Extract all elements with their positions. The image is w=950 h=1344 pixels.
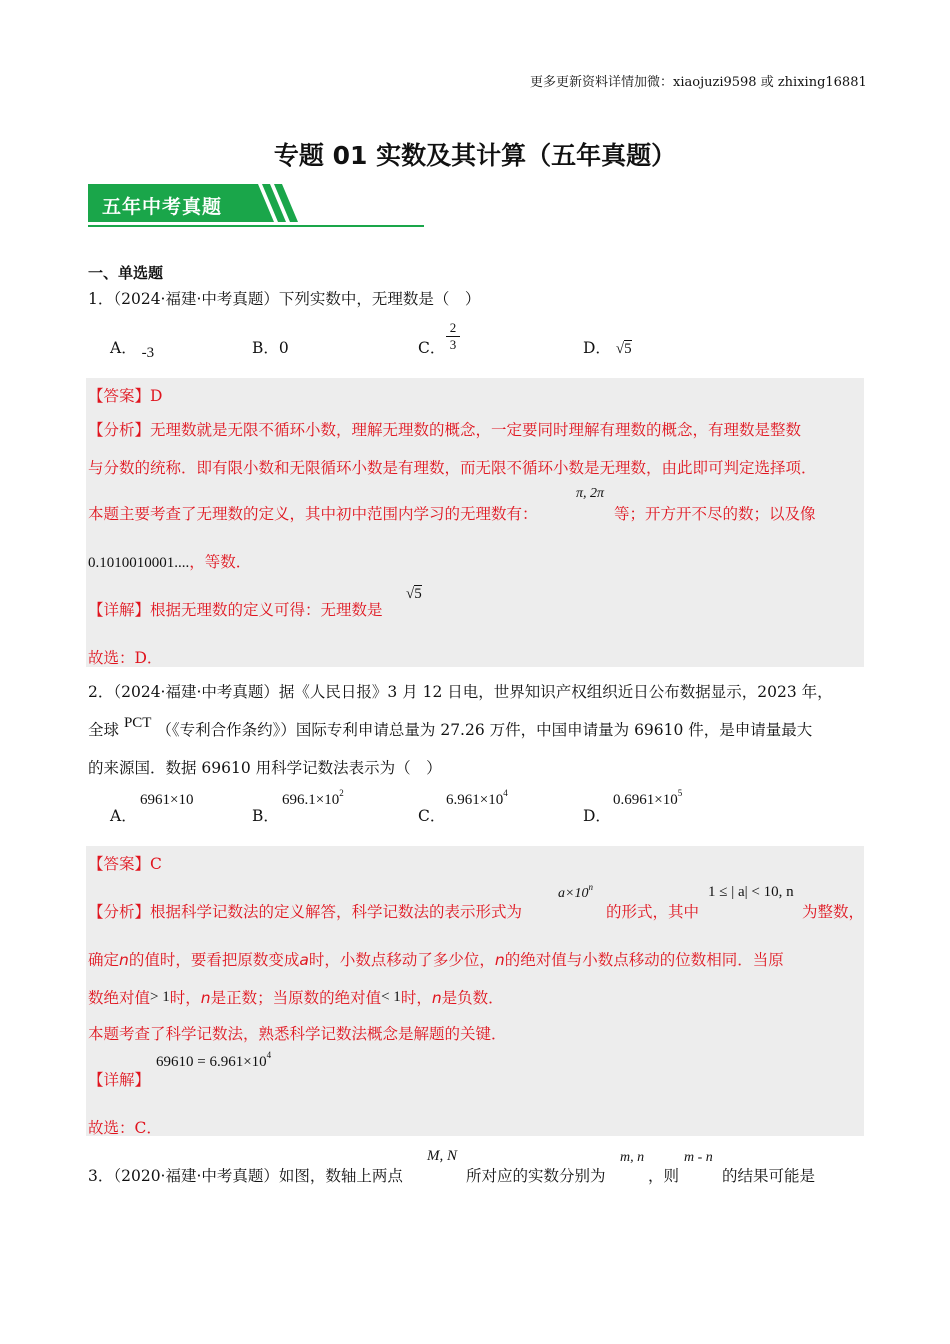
q2-an2-a: 确定	[88, 951, 120, 969]
q2-option-b-exp: 2	[339, 788, 344, 798]
banner-label: 五年中考真题	[102, 196, 223, 218]
q2-option-d-exp: 5	[677, 788, 683, 798]
q2-answer: 【答案】C	[88, 855, 162, 873]
fraction-denominator: 3	[446, 336, 460, 353]
q3-expression: m - n	[684, 1150, 713, 1165]
q1-analysis-line3a: 本题主要考查了无理数的定义，其中初中范围内学习的无理数有：	[88, 505, 538, 523]
sqrt-icon: √	[615, 341, 625, 357]
q2-analysis-line2	[88, 948, 784, 970]
q1-analysis-line3b: 等；开方开不尽的数；以及像	[614, 505, 816, 523]
q2-option-d-label: D．	[583, 807, 611, 825]
section-banner	[88, 184, 302, 224]
q2-analysis-line4: 本题考查了科学记数法，熟悉科学记数法概念是解题的关键．	[88, 1025, 507, 1043]
q1-conclusion: 故选：D．	[88, 649, 163, 667]
q2-line2-text-b: （《专利合作条约》）国际专利申请总量为 27.26 万件，中国申请量为 69610 件，是申请量最大	[156, 721, 813, 739]
q2-an3-lt: < 1	[381, 989, 401, 1005]
q2-conclusion: 故选：C．	[88, 1119, 162, 1137]
q2-an3-n: n	[200, 989, 211, 1007]
q1-analysis-line2: 与分数的统称．即有限小数和无限循环小数是有理数，而无限不循环小数是无理数，由此即可判定选择项．	[88, 459, 817, 477]
q1-detail	[88, 598, 383, 620]
q1-detail-tag: 【详解】	[88, 601, 151, 619]
q2-an3-e: 是负数．	[441, 989, 504, 1007]
q2-option-c-exp: 4	[503, 788, 508, 798]
page-title: 专题 01 实数及其计算（五年真题）	[273, 141, 677, 170]
q2-an3-gt: > 1	[150, 989, 170, 1005]
q2-an2-a2: a	[299, 951, 309, 969]
q2-analysis-line1b: 的形式，其中	[606, 903, 700, 921]
q1-option-b	[252, 336, 289, 358]
q2-detail-base: 69610 = 6.961×10	[156, 1054, 267, 1070]
q1-option-a	[110, 336, 155, 361]
q2-analysis-tag: 【分析】	[88, 903, 151, 921]
q2-detail-exp: 4	[266, 1050, 272, 1060]
q2-an3-b: 时，	[169, 989, 201, 1007]
q1-decimal: 0.1010010001....	[88, 555, 190, 571]
q2-an2-b: 的值时，要看把原数变成	[128, 951, 300, 969]
q2-analysis-line1c: 为整数，	[802, 903, 865, 921]
q2-option-d-value	[613, 788, 683, 809]
q1-option-a-value: -3	[141, 345, 155, 361]
q2-option-a-value: 6961×10	[140, 792, 194, 808]
q2-detail-math	[156, 1050, 272, 1071]
q2-option-a-label: A．	[110, 807, 137, 825]
q1-analysis-text1: 无理数就是无限不循环小数，理解无理数的概念，一定要同时理解有理数的概念，有理数是整数	[150, 421, 802, 439]
q2-analysis-formula	[558, 882, 593, 902]
q2-analysis-range: 1 ≤ | a| < 10, n	[708, 884, 794, 900]
q1-detail-text: 根据无理数的定义可得：无理数是	[150, 601, 383, 619]
q1-option-d	[583, 336, 632, 358]
header-notice: 更多更新资料详情加微：xiaojuzi9598 或 zhixing16881	[530, 75, 867, 90]
q2-line2	[88, 715, 813, 740]
q3-text-b: 所对应的实数分别为	[466, 1167, 606, 1185]
q2-option-b-label: B．	[252, 807, 279, 825]
q2-an2-c: 时，小数点移动了多少位，	[308, 951, 495, 969]
q1-option-c-fraction	[446, 320, 460, 353]
q1-stem: 1．（2024·福建·中考真题）下列实数中，无理数是（ ）	[88, 290, 481, 308]
q1-option-a-label: A．	[110, 339, 137, 357]
q2-analysis-line3	[88, 986, 504, 1008]
q1-answer: 【答案】D	[88, 387, 163, 405]
q3-text-a: 3．（2020·福建·中考真题）如图，数轴上两点	[88, 1167, 403, 1185]
q3-values: m, n	[620, 1150, 645, 1165]
section-heading: 一、单选题	[88, 264, 164, 282]
q2-formula-exp: n	[588, 882, 593, 892]
q2-pct: PCT	[123, 715, 152, 731]
q2-an3-a: 数绝对值	[88, 989, 151, 1007]
fraction-numerator: 2	[449, 320, 457, 335]
q1-option-c-label: C．	[418, 339, 446, 357]
q1-option-b-value: 0	[278, 339, 289, 357]
q2-an3-d: 时，	[400, 989, 432, 1007]
q1-option-d-label: D．	[583, 339, 611, 357]
q2-option-b-value	[282, 788, 344, 809]
q2-line3: 的来源国．数据 69610 用科学记数法表示为（ ）	[88, 759, 442, 777]
q2-analysis-line1a	[88, 900, 522, 922]
q2-formula-base: a×10	[558, 886, 589, 901]
q2-an2-d: 的绝对值与小数点移动的位数相同．当原	[504, 951, 784, 969]
q2-line1: 2．（2024·福建·中考真题）据《人民日报》3 月 12 日电，世界知识产权组织近日公布数据显示，2023 年，	[88, 683, 833, 701]
q2-option-c-base: 6.961×10	[446, 792, 504, 808]
q3-text-d: 的结果可能是	[722, 1167, 816, 1185]
q2-detail-tag: 【详解】	[88, 1071, 151, 1089]
q1-analysis-text4: ，等数．	[189, 553, 252, 571]
q2-an2-n: n	[119, 951, 129, 969]
q2-option-d-base: 0.6961×10	[613, 792, 678, 808]
q1-detail-math	[406, 586, 422, 603]
q1-analysis-line1	[88, 418, 801, 440]
q2-an3-c: 是正数；当原数的绝对值	[210, 989, 382, 1007]
q2-option-b-base: 696.1×10	[282, 792, 340, 808]
q1-analysis-pi: π, 2π	[576, 486, 605, 501]
q1-detail-radicand: 5	[414, 586, 422, 602]
q2-analysis-text1a: 根据科学记数法的定义解答，科学记数法的表示形式为	[150, 903, 523, 921]
q2-option-c-value	[446, 788, 508, 809]
q1-option-b-label: B．	[252, 339, 279, 357]
q2-an3-n2: n	[431, 989, 442, 1007]
q2-option-c-label: C．	[418, 807, 446, 825]
q1-analysis-tag: 【分析】	[88, 421, 151, 439]
q2-line2-text-a: 全球	[88, 721, 120, 739]
q1-analysis-line4	[88, 550, 251, 572]
q3-text-c: ，则	[648, 1167, 680, 1185]
q1-option-c	[418, 336, 445, 358]
q2-an2-n2: n	[494, 951, 505, 969]
q1-option-d-value: 5	[624, 341, 632, 357]
q3-points: M, N	[427, 1148, 457, 1164]
sqrt-icon: √	[406, 586, 415, 602]
